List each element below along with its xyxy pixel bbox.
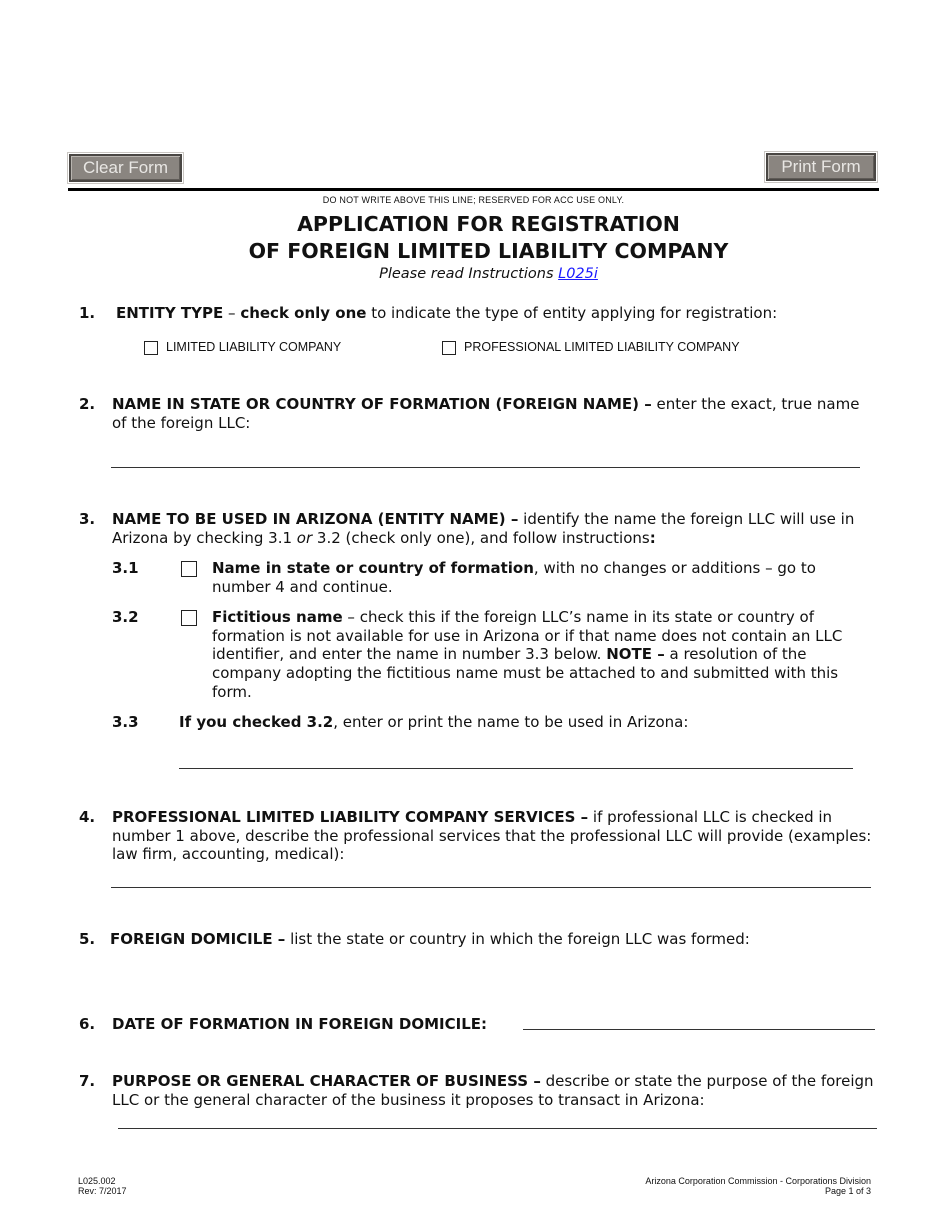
item2-description: enter the exact, true name of the foreign LLC: bbox=[112, 395, 860, 432]
item3-2-note-label: NOTE – bbox=[606, 645, 665, 664]
item3-2-number: 3.2 bbox=[112, 608, 139, 626]
footer-form-info bbox=[78, 1176, 127, 1196]
item3-1-label: Name in state or country of formation bbox=[212, 559, 534, 577]
footer-agency: Arizona Corporation Commission - Corporations Division bbox=[645, 1176, 871, 1186]
item5-number: 5. bbox=[79, 930, 96, 948]
professional-services-field[interactable] bbox=[111, 887, 871, 888]
item4-number: 4. bbox=[79, 808, 96, 826]
item3-3-text bbox=[179, 713, 879, 732]
pllc-checkbox[interactable] bbox=[442, 341, 456, 355]
item1-number: 1. bbox=[79, 304, 96, 322]
item3-colon: : bbox=[649, 528, 656, 547]
item2-label: NAME IN STATE OR COUNTRY OF FORMATION (FOREIGN NAME) – bbox=[112, 395, 652, 413]
item3-description-a: identify the name the foreign LLC will use in Arizona by checking 3.1 bbox=[112, 510, 855, 547]
item3-number: 3. bbox=[79, 510, 96, 528]
instructions-note bbox=[68, 266, 909, 282]
item3-1-number: 3.1 bbox=[112, 559, 139, 577]
footer-form-code: L025.002 bbox=[78, 1176, 116, 1186]
item3-2-text bbox=[212, 608, 877, 702]
reserved-notice: DO NOT WRITE ABOVE THIS LINE; RESERVED FOR ACC USE ONLY. bbox=[322, 195, 625, 205]
item1-description: to indicate the type of entity applying for registration: bbox=[366, 304, 778, 322]
item3-1-text bbox=[212, 559, 872, 596]
instructions-link[interactable]: L025i bbox=[558, 266, 598, 282]
item7-number: 7. bbox=[79, 1072, 96, 1090]
item3-2-description-b: a resolution of the company adopting the fictitious name must be attached to and submitted with this form. bbox=[212, 645, 839, 701]
foreign-name-field[interactable] bbox=[111, 467, 860, 468]
form-title-line1: APPLICATION FOR REGISTRATION bbox=[297, 212, 680, 236]
item1-check-only-one: check only one bbox=[240, 304, 367, 322]
item3-3-number: 3.3 bbox=[112, 713, 139, 731]
footer-revision: Rev: 7/2017 bbox=[78, 1186, 127, 1196]
item2-number: 2. bbox=[79, 395, 96, 413]
item6-text bbox=[112, 1015, 532, 1034]
instructions-prefix: Please read Instructions bbox=[379, 266, 554, 282]
item5-description: list the state or country in which the foreign LLC was formed: bbox=[285, 930, 750, 948]
item3-3-description: , enter or print the name to be used in Arizona: bbox=[333, 713, 689, 731]
item3-label: NAME TO BE USED IN ARIZONA (ENTITY NAME) – bbox=[112, 510, 519, 528]
llc-checkbox[interactable] bbox=[144, 341, 158, 355]
form-title-line2: OF FOREIGN LIMITED LIABILITY COMPANY bbox=[248, 239, 729, 263]
fictitious-name-checkbox[interactable] bbox=[181, 610, 197, 626]
item7-label: PURPOSE OR GENERAL CHARACTER OF BUSINESS – bbox=[112, 1072, 541, 1090]
item3-2-label: Fictitious name bbox=[212, 608, 343, 626]
business-purpose-field[interactable] bbox=[118, 1128, 877, 1129]
item3-2-description-a: – check this if the foreign LLC’s name in its state or country of formation is not available for use in Arizona or if that name does not contain an LLC identifier, and enter the name in number 3.3 below. bbox=[212, 608, 843, 664]
item5-text bbox=[110, 930, 890, 949]
item3-3-label: If you checked 3.2 bbox=[179, 713, 334, 731]
reserved-divider-line bbox=[68, 188, 879, 191]
item7-description: describe or state the purpose of the foreign LLC or the general character of the business it proposes to transact in Arizona: bbox=[112, 1072, 874, 1109]
item4-description: if professional LLC is checked in number 1 above, describe the professional services that the professional LLC will provide (examples: law firm, accounting, medical): bbox=[112, 808, 872, 864]
item4-label: PROFESSIONAL LIMITED LIABILITY COMPANY SERVICES – bbox=[112, 808, 589, 826]
item1-text bbox=[116, 304, 896, 323]
item5-label: FOREIGN DOMICILE – bbox=[110, 930, 286, 948]
item6-label: DATE OF FORMATION IN FOREIGN DOMICILE: bbox=[112, 1015, 487, 1033]
item3-text bbox=[112, 510, 882, 547]
pllc-checkbox-label: PROFESSIONAL LIMITED LIABILITY COMPANY bbox=[464, 340, 740, 354]
item3-1-description: , with no changes or additions – go to number 4 and continue. bbox=[212, 559, 816, 596]
item1-label: ENTITY TYPE bbox=[116, 304, 224, 322]
item4-text bbox=[112, 808, 877, 864]
item1-dash: – bbox=[223, 304, 241, 322]
footer-page-number: Page 1 of 3 bbox=[824, 1186, 871, 1196]
formation-name-checkbox[interactable] bbox=[181, 561, 197, 577]
arizona-name-field[interactable] bbox=[179, 768, 853, 769]
llc-checkbox-label: LIMITED LIABILITY COMPANY bbox=[166, 340, 342, 354]
formation-date-field[interactable] bbox=[523, 1029, 875, 1030]
item7-text bbox=[112, 1072, 882, 1109]
print-form-button[interactable]: Print Form bbox=[766, 153, 876, 181]
footer-agency-info bbox=[645, 1176, 871, 1196]
item2-text bbox=[112, 395, 872, 432]
clear-form-button[interactable]: Clear Form bbox=[69, 154, 182, 182]
item3-or: or bbox=[296, 528, 313, 547]
item6-number: 6. bbox=[79, 1015, 96, 1033]
item3-description-b: 3.2 (check only one), and follow instructions bbox=[312, 528, 650, 547]
